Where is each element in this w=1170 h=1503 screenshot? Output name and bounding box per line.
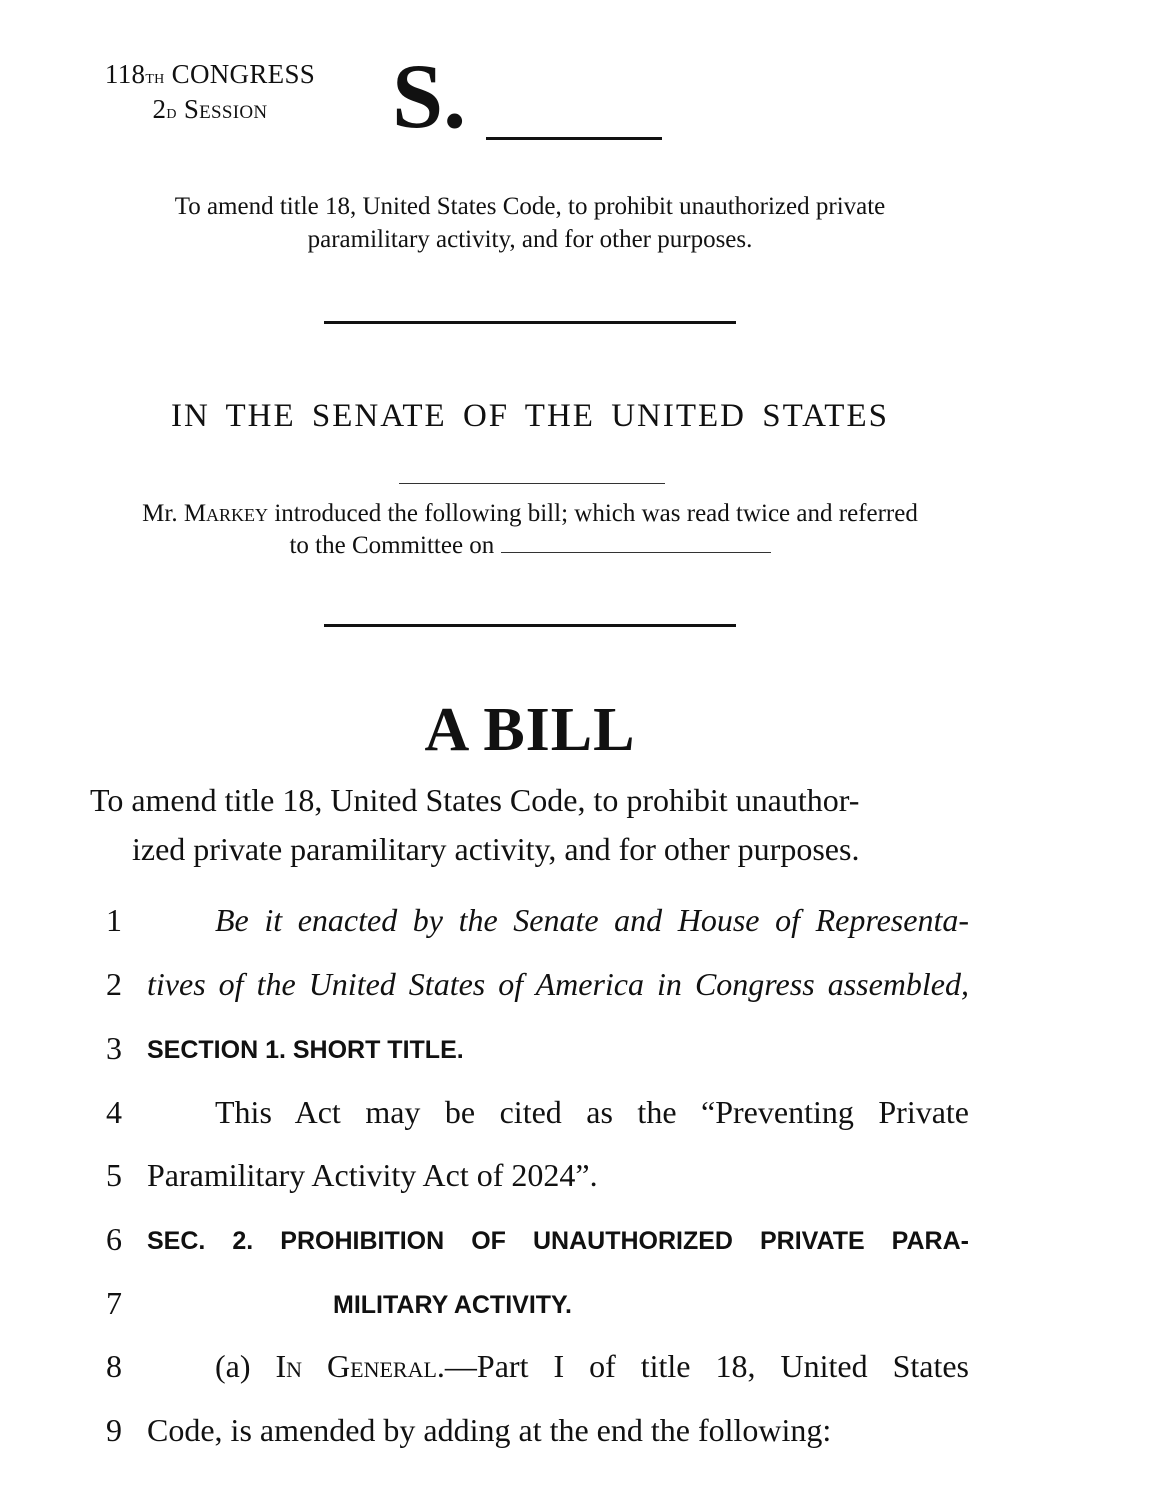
committee-label: to the Committee on xyxy=(289,532,495,559)
introduction-text xyxy=(90,498,970,562)
line-number: 7 xyxy=(106,1285,122,1321)
sponsor-title: Mr. xyxy=(142,500,178,527)
subsection-a-line-2: Code, is amended by adding at the end the following: xyxy=(147,1412,832,1448)
subsection-heading: In General. xyxy=(275,1348,445,1384)
enacting-clause-line-2: tives of the United States of America in Congress assembled, xyxy=(147,966,969,1002)
bill-number-blank xyxy=(486,137,662,140)
purpose-body-line-2: ized private paramilitary activity, and for other purposes. xyxy=(132,831,860,867)
line-number: 3 xyxy=(106,1030,122,1066)
short-title-line-1: This Act may be cited as the “Preventing Private xyxy=(215,1094,969,1130)
purpose-body-line-1: To amend title 18, United States Code, to prohibit unauthor- xyxy=(90,782,860,818)
congress-session-label xyxy=(60,58,360,128)
subsection-a-line-1 xyxy=(147,1346,969,1386)
section-heading: SEC. 2. PROHIBITION OF UNAUTHORIZED PRIVATE PARA- xyxy=(147,1227,969,1255)
introduction-line-2 xyxy=(90,530,970,562)
introduction-rest: introduced the following bill; which was read twice and referred xyxy=(274,500,918,527)
line-number: 5 xyxy=(106,1157,122,1193)
subsection-text: —Part I of title 18, United States xyxy=(444,1348,970,1384)
purpose-header-line-1: To amend title 18, United States Code, to prohibit unauthorized private xyxy=(174,193,886,220)
divider-rule xyxy=(324,321,736,324)
bill-prefix: S. xyxy=(392,45,467,147)
divider-rule xyxy=(324,624,736,627)
line-number: 9 xyxy=(106,1412,122,1448)
divider-thin-rule xyxy=(399,483,665,484)
line-number: 2 xyxy=(106,966,122,1002)
bill-heading: A BILL xyxy=(424,696,636,764)
sponsor-name: Markey xyxy=(183,500,269,527)
line-number: 1 xyxy=(106,902,122,938)
short-title-line-2: Paramilitary Activity Act of 2024”. xyxy=(147,1157,598,1193)
purpose-header xyxy=(100,190,960,256)
section-heading-continued: MILITARY ACTIVITY. xyxy=(333,1291,572,1319)
section-heading: SECTION 1. SHORT TITLE. xyxy=(147,1036,464,1064)
committee-blank xyxy=(501,532,771,553)
purpose-header-line-2: paramilitary activity, and for other purposes. xyxy=(307,226,753,253)
session-line: 2d Session xyxy=(152,94,268,124)
enacting-clause-line-1: Be it enacted by the Senate and House of Representa- xyxy=(215,902,969,938)
chamber-heading: IN THE SENATE OF THE UNITED STATES xyxy=(171,398,889,434)
line-number: 8 xyxy=(106,1348,122,1384)
subsection-label: (a) xyxy=(215,1348,251,1384)
introduction-line-1 xyxy=(90,498,970,530)
congress-line: 118th CONGRESS xyxy=(104,59,316,89)
line-number: 4 xyxy=(106,1094,122,1130)
line-number: 6 xyxy=(106,1221,122,1257)
